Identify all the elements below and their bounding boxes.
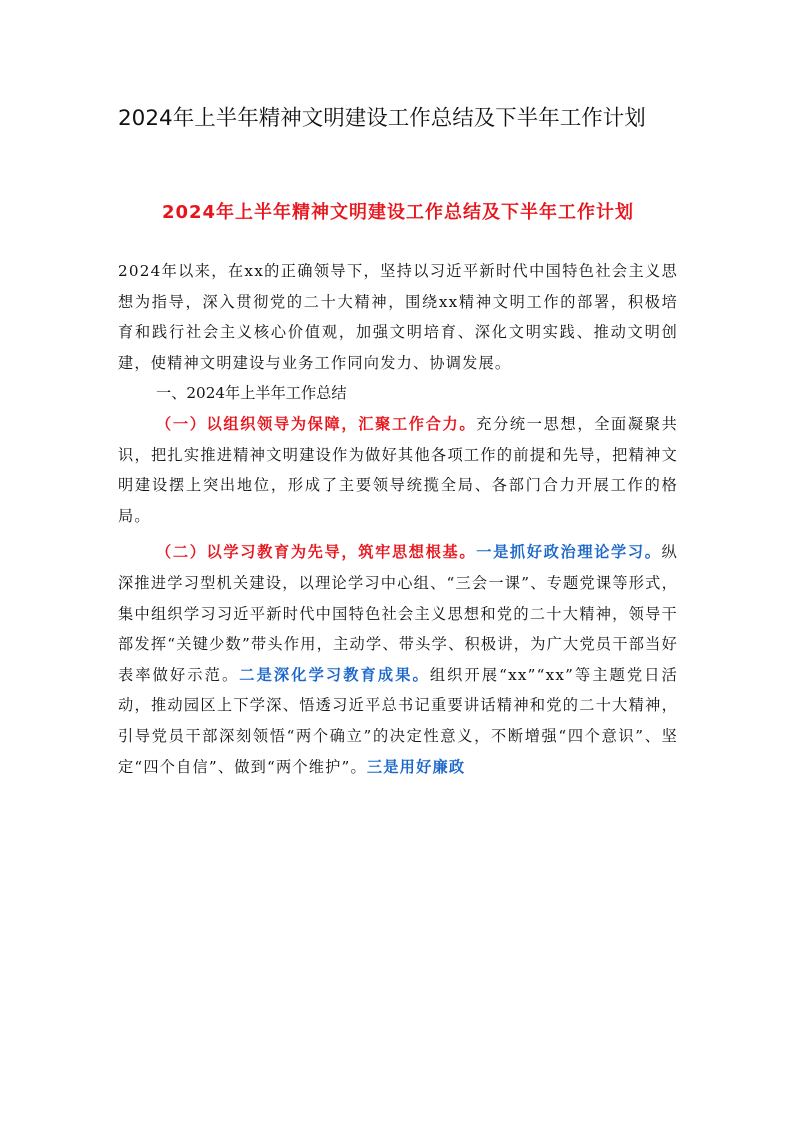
item-1-text: 充分统一思想，全面凝聚共识，把扎实推进精神文明建设作为做好其他各项工作的前提和先导，把精神文明建设摆上突出地位，形成了主要领导统揽全局、各部门合力开展工作的格局。 bbox=[118, 414, 678, 525]
item-2-sub3-heading: 三是用好廉政 bbox=[366, 757, 466, 776]
item-2-sub2-heading: 二是深化学习教育成果。 bbox=[239, 665, 430, 684]
item-1-heading: （一）以组织领导为保障，汇聚工作合力。 bbox=[156, 414, 477, 433]
item-2-sub2-text: 组织开展“xx”“xx”等主题党日活动，推动园区上下学深、悟透习近平总书记重要讲话精神和党的二十大精神，引导党员干部深刻领悟“两个确立”的决定性意义，不断增强“四个意识”、坚定“四个自信”、做到“两个维护”。 bbox=[118, 665, 679, 776]
item-2-sub1-heading: 一是抓好政治理论学习。 bbox=[476, 543, 662, 562]
section-heading: 一、2024年上半年工作总结 bbox=[156, 384, 347, 403]
document-body bbox=[118, 256, 678, 782]
intro-paragraph: 2024年以来，在xx的正确领导下，坚持以习近平新时代中国特色社会主义思想为指导，深入贯彻党的二十大精神，围绕xx精神文明工作的部署，积极培育和践行社会主义核心价值观，加强文明培育、深化文明实践、推动文明创建，使精神文明建设与业务工作同向发力、协调发展。 bbox=[118, 262, 678, 372]
document-subtitle: 2024年上半年精神文明建设工作总结及下半年工作计划 bbox=[161, 202, 635, 223]
item-2-heading: （二）以学习教育为先导，筑牢思想根基。 bbox=[156, 543, 477, 562]
item-2-paragraph bbox=[118, 537, 678, 782]
item-1-paragraph bbox=[118, 409, 678, 531]
document-title: 2024年上半年精神文明建设工作总结及下半年工作计划 bbox=[118, 106, 646, 131]
item-2-sub1-text: 纵深推进学习型机关建设，以理论学习中心组、“三会一课”、专题党课等形式，集中组织学习习近平新时代中国特色社会主义思想和党的二十大精神，领导干部发挥“关键少数”带头作用，主动学、带头学、积极讲，为广大党员干部当好表率做好示范。 bbox=[118, 543, 678, 684]
